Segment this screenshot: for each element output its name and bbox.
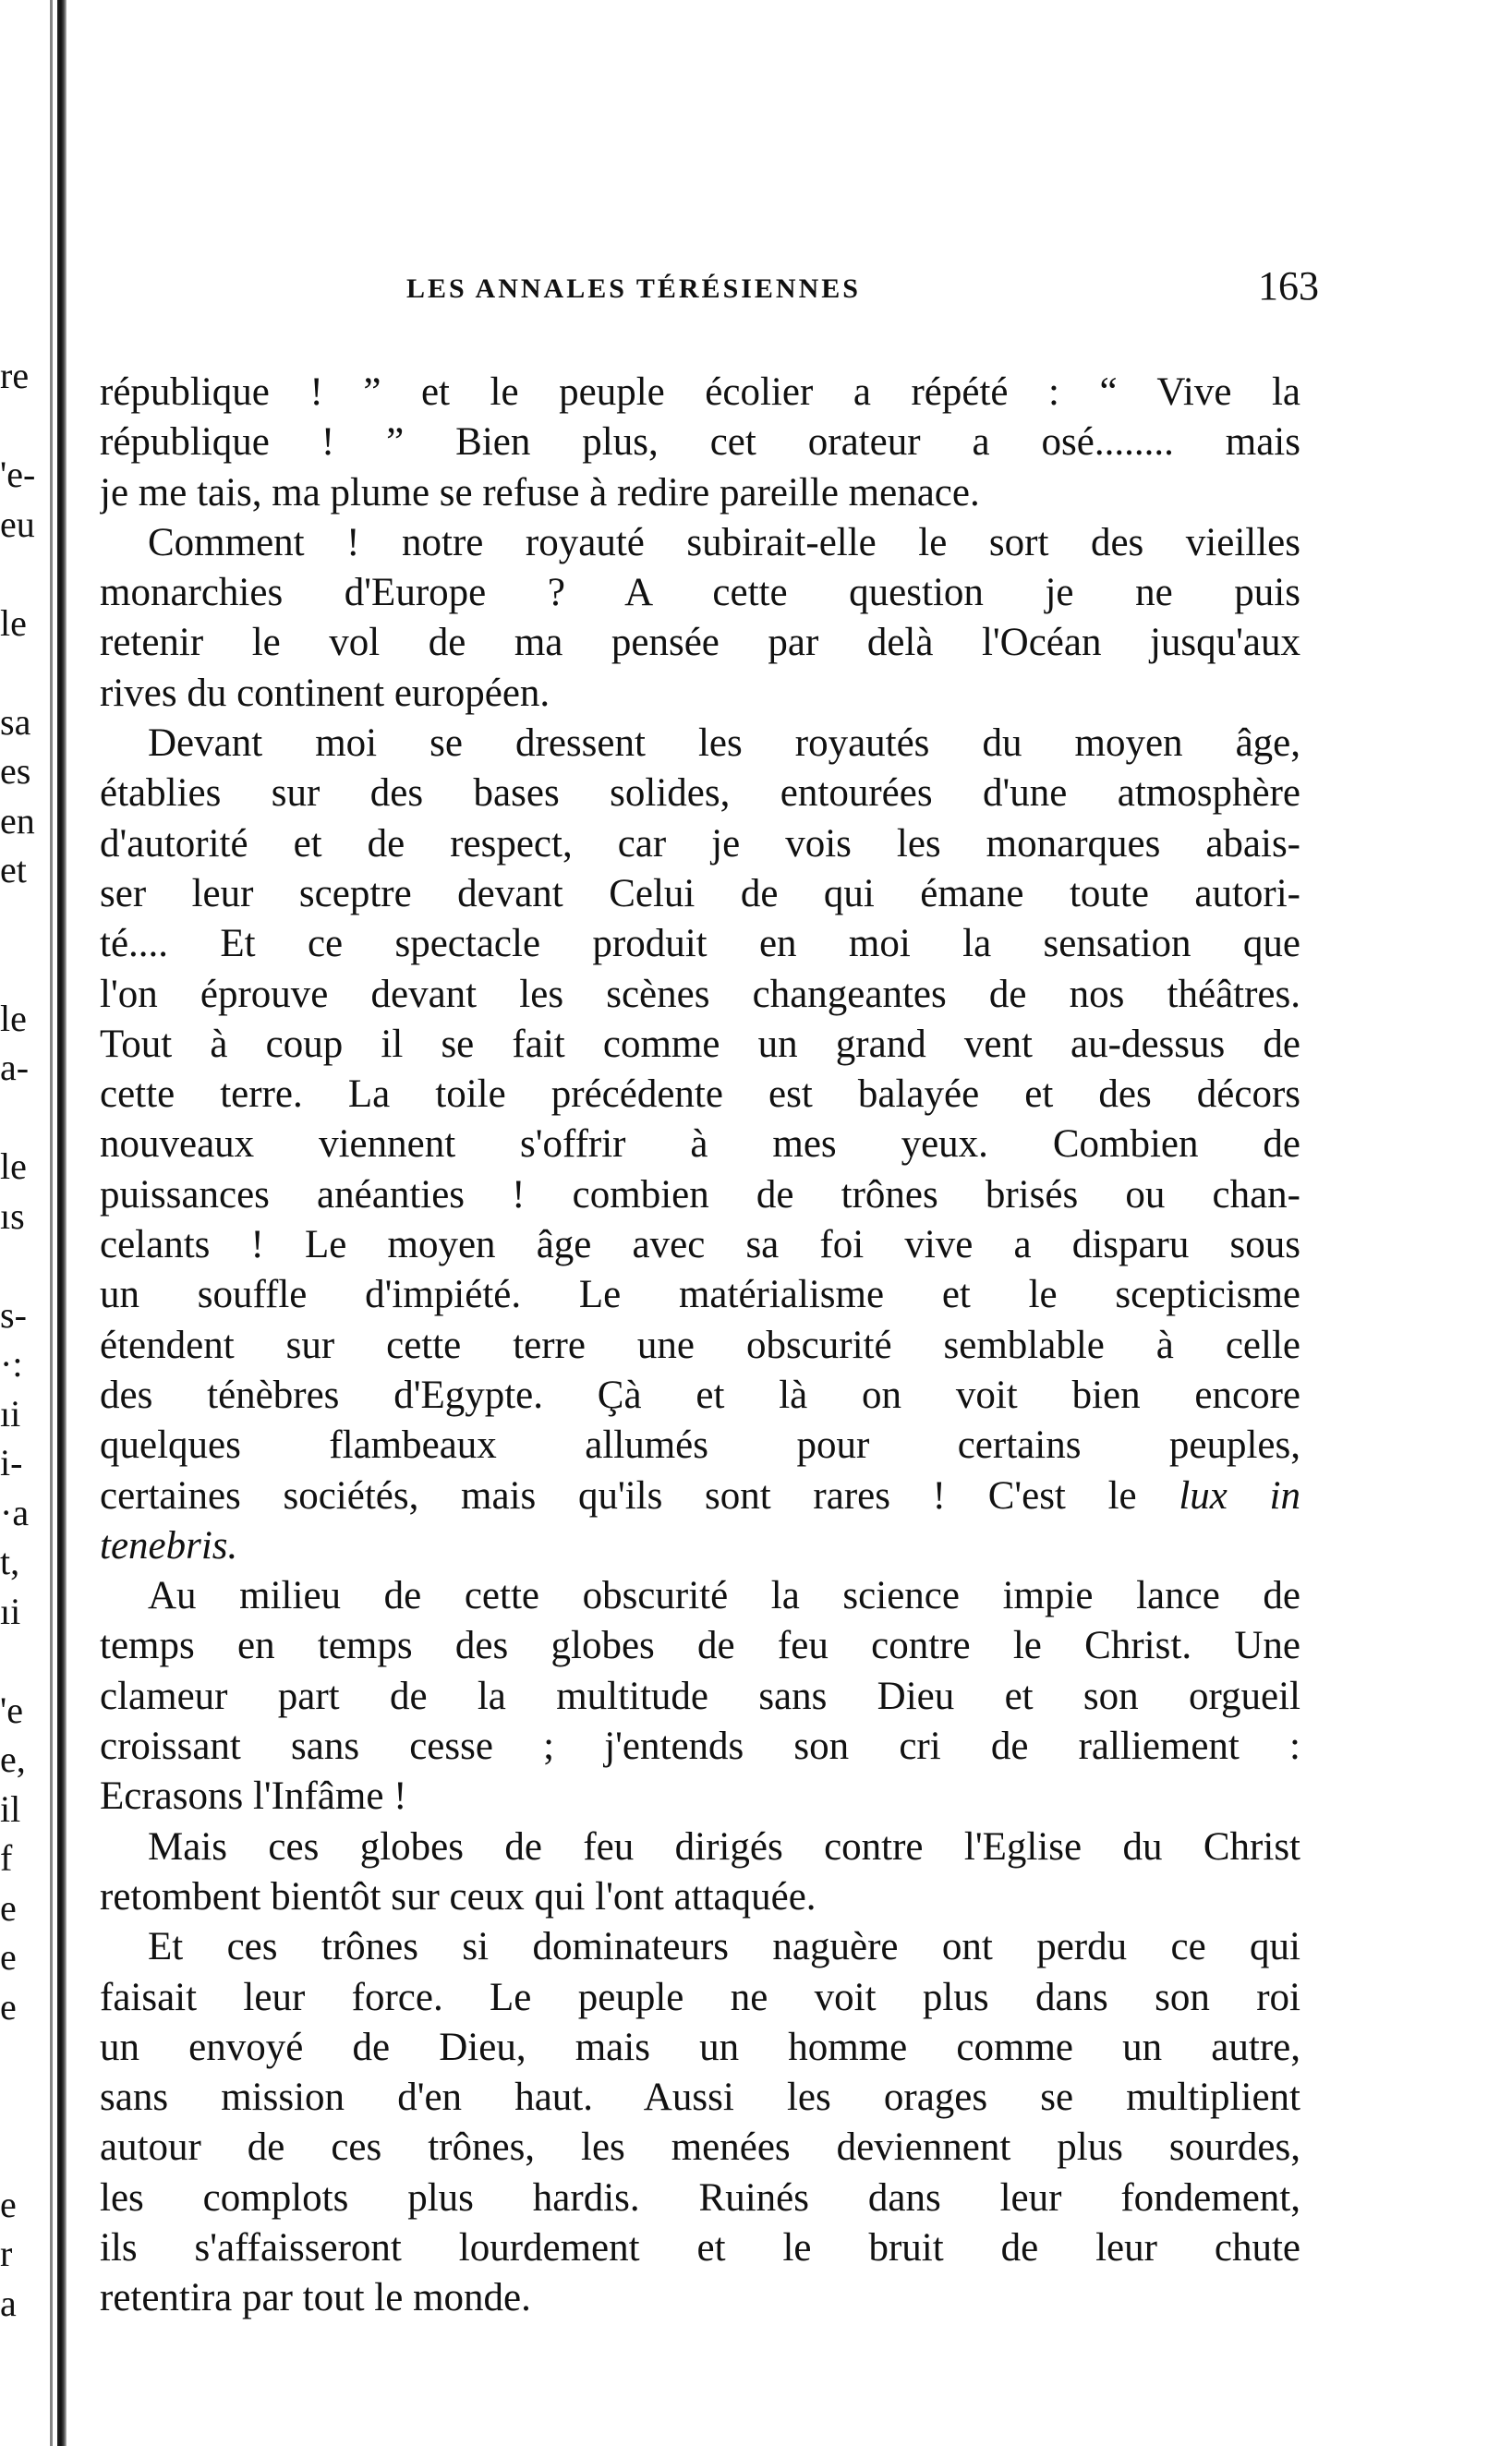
facing-page-fragment: sa xyxy=(0,700,31,743)
text-line: ser leur sceptre devant Celui de qui émane toute autori- xyxy=(100,871,1300,915)
text-line: Mais ces globes de feu dirigés contre l'Eglise du Christ xyxy=(148,1824,1300,1869)
text-line: retentira par tout le monde. xyxy=(100,2276,531,2320)
text-line: république ! ” et le peuple écolier a répété : “ Vive la xyxy=(100,370,1300,414)
text-line: ils s'affaisseront lourdement et le bruit de leur chute xyxy=(100,2225,1300,2270)
facing-page-fragment: es xyxy=(0,750,31,792)
text-line: les complots plus hardis. Ruinés dans leur fondement, xyxy=(100,2175,1300,2220)
running-title: LES ANNALES TÉRÉSIENNES xyxy=(406,273,861,304)
facing-page-fragment: eu xyxy=(0,503,35,545)
facing-page-fragment: e xyxy=(0,1985,17,2028)
text-line: Ecrasons l'Infâme ! xyxy=(100,1774,407,1819)
body-text xyxy=(100,368,1300,2324)
facing-page-fragment: re xyxy=(0,355,30,396)
facing-page-fragment: e xyxy=(0,2183,17,2225)
facing-page-fragment: i- xyxy=(0,1442,23,1483)
binding-gutter-shadow xyxy=(57,0,67,2446)
text-line: croissant sans cesse ; j'entends son cri de ralliement : xyxy=(100,1725,1300,1769)
facing-page-fragment: et xyxy=(0,849,27,890)
facing-page-fragment: 'e- xyxy=(0,454,36,495)
text-line: sans mission d'en haut. Aussi les orages se multiplient xyxy=(100,2076,1300,2120)
text-line: celants ! Le moyen âge avec sa foi vive a disparu sous xyxy=(100,1223,1300,1267)
text-line: rives du continent européen. xyxy=(100,671,550,715)
text-line: un envoyé de Dieu, mais un homme comme un autre, xyxy=(100,2025,1300,2069)
text-line: Tout à coup il se fait comme un grand vent au-dessus de xyxy=(100,1022,1300,1066)
facing-page-fragment: s- xyxy=(0,1293,27,1336)
text-line: clameur part de la multitude sans Dieu et son orgueil xyxy=(100,1674,1300,1718)
facing-page-fragment: r xyxy=(0,2233,13,2274)
text-line: Au milieu de cette obscurité la science impie lance de xyxy=(148,1574,1300,1618)
text-line: l'on éprouve devant les scènes changeantes de nos théâtres. xyxy=(100,972,1300,1016)
text-line: retombent bientôt sur ceux qui l'ont attaquée. xyxy=(100,1874,816,1919)
text-line: tenebris. xyxy=(100,1523,238,1568)
page-number: 163 xyxy=(1258,263,1319,309)
text-line: d'autorité et de respect, car je vois les monarques abais- xyxy=(100,821,1300,866)
text-line: quelques flambeaux allumés pour certains peuples, xyxy=(100,1423,1300,1468)
text-line: Devant moi se dressent les royautés du moyen âge, xyxy=(148,721,1300,766)
text-line: autour de ces trônes, les menées deviennent plus sourdes, xyxy=(100,2125,1300,2170)
facing-page-fragment: le xyxy=(0,1145,27,1187)
text-line: certaines sociétés, mais qu'ils sont rares ! C'est le lux in xyxy=(100,1473,1300,1518)
text-line: étendent sur cette terre une obscurité semblable à celle xyxy=(100,1323,1300,1367)
text-line: retenir le vol de ma pensée par delà l'Océan jusqu'aux xyxy=(100,621,1300,665)
facing-page-fragment: ·: xyxy=(0,1343,23,1385)
text-line: cette terre. La toile précédente est balayée et des décors xyxy=(100,1072,1300,1117)
text-line: république ! ” Bien plus, cet orateur a osé........ mais xyxy=(100,420,1300,465)
text-line: Comment ! notre royauté subirait-elle le sort des vieilles xyxy=(148,520,1300,564)
facing-page-fragment: a xyxy=(0,2282,17,2324)
facing-page-fragment: e xyxy=(0,1936,17,1978)
facing-page-fragment: a- xyxy=(0,1047,30,1088)
binding-edge-line xyxy=(50,0,53,2446)
text-line: faisait leur force. Le peuple ne voit plus dans son roi xyxy=(100,1975,1300,2019)
facing-page-fragment: le xyxy=(0,601,27,644)
text-line: Et ces trônes si dominateurs naguère ont perdu ce qui xyxy=(148,1925,1300,1969)
text-line: té.... Et ce spectacle produit en moi la sensation que xyxy=(100,922,1300,966)
text-line: puissances anéanties ! combien de trônes brisés ou chan- xyxy=(100,1172,1300,1217)
facing-page-fragment: le xyxy=(0,997,27,1039)
text-line: des ténèbres d'Egypte. Çà et là on voit bien encore xyxy=(100,1373,1300,1417)
facing-page-fragment: ·a xyxy=(0,1491,30,1533)
facing-page-fragment: en xyxy=(0,799,35,842)
text-line: un souffle d'impiété. Le matérialisme et le scepticisme xyxy=(100,1273,1300,1317)
facing-page-fragment: t, xyxy=(0,1541,20,1582)
facing-page-fragment: il xyxy=(0,1787,21,1830)
facing-page-fragment: e xyxy=(0,1886,17,1929)
facing-page-fragment: ıi xyxy=(0,1392,21,1435)
facing-page-fragment: e, xyxy=(0,1738,26,1780)
text-line: monarchies d'Europe ? A cette question je ne puis xyxy=(100,571,1300,615)
facing-page-fragment: ıi xyxy=(0,1590,21,1632)
text-line: nouveaux viennent s'offrir à mes yeux. Combien de xyxy=(100,1122,1300,1167)
text-line: temps en temps des globes de feu contre le Christ. Une xyxy=(100,1624,1300,1668)
facing-page-fragment: f xyxy=(0,1837,13,1879)
facing-page-fragment: ıs xyxy=(0,1194,25,1237)
text-line: établies sur des bases solides, entourées d'une atmosphère xyxy=(100,771,1300,816)
facing-page-fragment: 'e xyxy=(0,1689,23,1731)
text-line: je me tais, ma plume se refuse à redire pareille menace. xyxy=(100,470,980,515)
